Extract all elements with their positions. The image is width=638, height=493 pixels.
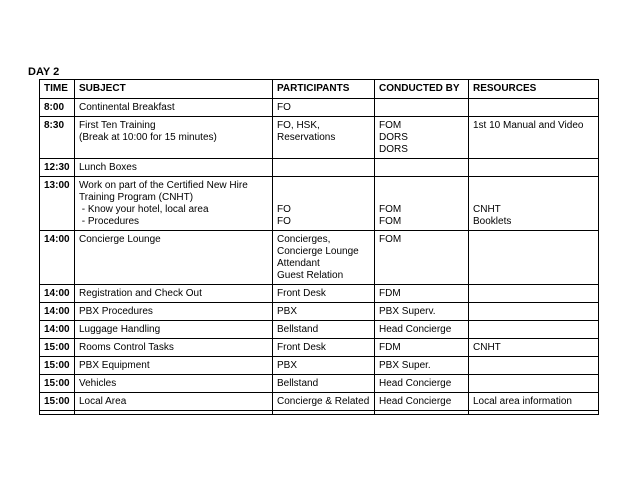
participants-line: Reservations bbox=[277, 132, 336, 143]
resources-line bbox=[473, 192, 594, 204]
time-cell: 14:00 bbox=[40, 285, 75, 303]
subject-line: First Ten Training bbox=[79, 120, 156, 131]
subject-cell bbox=[75, 177, 273, 231]
conducted-by-line: Head Concierge bbox=[379, 378, 452, 389]
header-time: TIME bbox=[40, 80, 75, 99]
table-row bbox=[40, 159, 599, 177]
participants-line: Bellstand bbox=[277, 378, 319, 389]
header-subject: SUBJECT bbox=[75, 80, 273, 99]
table-row bbox=[40, 231, 599, 285]
conducted-by-line: FOM bbox=[379, 204, 402, 215]
conducted-by-cell bbox=[375, 177, 469, 231]
subject-cell bbox=[75, 321, 273, 339]
conducted-by-cell bbox=[375, 159, 469, 177]
time-cell: 14:00 bbox=[40, 321, 75, 339]
resources-cell bbox=[469, 231, 599, 285]
participants-line: PBX bbox=[277, 306, 298, 317]
subject-line: Training Program (CNHT) bbox=[79, 192, 194, 203]
conducted-by-cell bbox=[375, 393, 469, 411]
conducted-by-line: Head Concierge bbox=[379, 324, 452, 335]
resources-line: CNHT bbox=[473, 342, 501, 353]
resources-cell bbox=[469, 339, 599, 357]
time-cell: 15:00 bbox=[40, 357, 75, 375]
resources-cell bbox=[469, 159, 599, 177]
subject-cell bbox=[75, 117, 273, 159]
schedule-body bbox=[40, 99, 599, 415]
subject-line: Rooms Control Tasks bbox=[79, 342, 174, 353]
conducted-by-line bbox=[379, 180, 464, 192]
subject-line: Vehicles bbox=[79, 378, 117, 389]
participants-cell bbox=[273, 231, 375, 285]
time-cell: 14:00 bbox=[40, 231, 75, 285]
resources-line: Booklets bbox=[473, 216, 512, 227]
conducted-by-line: FDM bbox=[379, 288, 401, 299]
participants-line: Guest Relation bbox=[277, 270, 344, 281]
subject-line: Work on part of the Certified New Hire bbox=[79, 180, 248, 191]
subject-line: PBX Equipment bbox=[79, 360, 150, 371]
participants-line: Bellstand bbox=[277, 324, 319, 335]
conducted-by-line: DORS bbox=[379, 132, 408, 143]
conducted-by-line bbox=[379, 192, 464, 204]
table-row bbox=[40, 357, 599, 375]
participants-cell bbox=[273, 393, 375, 411]
table-row bbox=[40, 99, 599, 117]
participants-cell bbox=[273, 357, 375, 375]
participants-cell bbox=[273, 339, 375, 357]
conducted-by-line: FOM bbox=[379, 234, 402, 245]
table-row bbox=[40, 375, 599, 393]
participants-line bbox=[277, 192, 370, 204]
header-resources: RESOURCES bbox=[469, 80, 599, 99]
conducted-by-line: PBX Superv. bbox=[379, 306, 436, 317]
time-cell: 13:00 bbox=[40, 177, 75, 231]
subject-line: Concierge Lounge bbox=[79, 234, 161, 245]
table-row bbox=[40, 393, 599, 411]
table-tail-row bbox=[40, 411, 599, 415]
table-row bbox=[40, 303, 599, 321]
resources-line: CNHT bbox=[473, 204, 501, 215]
schedule-table bbox=[39, 79, 599, 415]
resources-cell bbox=[469, 177, 599, 231]
resources-cell bbox=[469, 99, 599, 117]
conducted-by-line: FDM bbox=[379, 342, 401, 353]
participants-cell bbox=[273, 177, 375, 231]
subject-cell bbox=[75, 393, 273, 411]
time-cell: 8:30 bbox=[40, 117, 75, 159]
resources-cell bbox=[469, 285, 599, 303]
table-row bbox=[40, 177, 599, 231]
participants-cell bbox=[273, 303, 375, 321]
resources-cell bbox=[469, 303, 599, 321]
subject-line: Registration and Check Out bbox=[79, 288, 202, 299]
time-cell: 12:30 bbox=[40, 159, 75, 177]
subject-cell bbox=[75, 303, 273, 321]
subject-line: Local Area bbox=[79, 396, 127, 407]
subject-cell bbox=[75, 159, 273, 177]
participants-line: FO bbox=[277, 102, 291, 113]
day-label: DAY 2 bbox=[28, 66, 60, 78]
conducted-by-cell bbox=[375, 339, 469, 357]
conducted-by-line: FOM bbox=[379, 120, 402, 131]
subject-line: Continental Breakfast bbox=[79, 102, 175, 113]
participants-line: FO bbox=[277, 216, 291, 227]
tail-cell bbox=[40, 411, 75, 415]
conducted-by-line: PBX Super. bbox=[379, 360, 431, 371]
subject-cell bbox=[75, 285, 273, 303]
conducted-by-cell bbox=[375, 357, 469, 375]
resources-line: Local area information bbox=[473, 396, 572, 407]
header-conducted-by: CONDUCTED BY bbox=[375, 80, 469, 99]
subject-line: Luggage Handling bbox=[79, 324, 161, 335]
resources-line bbox=[473, 180, 594, 192]
participants-cell bbox=[273, 375, 375, 393]
participants-line: Attendant bbox=[277, 258, 320, 269]
conducted-by-line: FOM bbox=[379, 216, 402, 227]
time-cell: 8:00 bbox=[40, 99, 75, 117]
resources-line: 1st 10 Manual and Video bbox=[473, 120, 584, 131]
subject-cell bbox=[75, 231, 273, 285]
participants-cell bbox=[273, 117, 375, 159]
conducted-by-cell bbox=[375, 99, 469, 117]
time-cell: 15:00 bbox=[40, 375, 75, 393]
table-row bbox=[40, 117, 599, 159]
participants-line: Concierges, bbox=[277, 234, 331, 245]
time-cell: 15:00 bbox=[40, 339, 75, 357]
participants-line bbox=[277, 180, 370, 192]
resources-cell bbox=[469, 357, 599, 375]
participants-cell bbox=[273, 99, 375, 117]
participants-line: Concierge & Related bbox=[277, 396, 370, 407]
resources-cell bbox=[469, 117, 599, 159]
participants-cell bbox=[273, 159, 375, 177]
subject-cell bbox=[75, 99, 273, 117]
participants-line: FO, HSK, bbox=[277, 120, 320, 131]
header-participants: PARTICIPANTS bbox=[273, 80, 375, 99]
conducted-by-cell bbox=[375, 303, 469, 321]
table-row bbox=[40, 339, 599, 357]
conducted-by-cell bbox=[375, 375, 469, 393]
header-row bbox=[40, 80, 599, 99]
resources-cell bbox=[469, 393, 599, 411]
tail-cell bbox=[469, 411, 599, 415]
participants-line: Concierge Lounge bbox=[277, 246, 359, 257]
subject-cell bbox=[75, 339, 273, 357]
participants-line: Front Desk bbox=[277, 342, 326, 353]
subject-line: - Procedures bbox=[79, 216, 140, 227]
participants-line: PBX bbox=[277, 360, 298, 371]
conducted-by-cell bbox=[375, 117, 469, 159]
subject-line: - Know your hotel, local area bbox=[79, 204, 209, 215]
subject-line: PBX Procedures bbox=[79, 306, 153, 317]
table-row bbox=[40, 321, 599, 339]
subject-line: (Break at 10:00 for 15 minutes) bbox=[79, 132, 217, 143]
participants-cell bbox=[273, 285, 375, 303]
conducted-by-cell bbox=[375, 231, 469, 285]
tail-cell bbox=[375, 411, 469, 415]
resources-cell bbox=[469, 375, 599, 393]
subject-line: Lunch Boxes bbox=[79, 162, 137, 173]
time-cell: 14:00 bbox=[40, 303, 75, 321]
subject-cell bbox=[75, 357, 273, 375]
conducted-by-line: Head Concierge bbox=[379, 396, 452, 407]
subject-cell bbox=[75, 375, 273, 393]
participants-line: Front Desk bbox=[277, 288, 326, 299]
conducted-by-cell bbox=[375, 321, 469, 339]
resources-cell bbox=[469, 321, 599, 339]
tail-cell bbox=[75, 411, 273, 415]
table-row bbox=[40, 285, 599, 303]
participants-line: FO bbox=[277, 204, 291, 215]
tail-cell bbox=[273, 411, 375, 415]
participants-cell bbox=[273, 321, 375, 339]
conducted-by-cell bbox=[375, 285, 469, 303]
conducted-by-line: DORS bbox=[379, 144, 408, 155]
time-cell: 15:00 bbox=[40, 393, 75, 411]
